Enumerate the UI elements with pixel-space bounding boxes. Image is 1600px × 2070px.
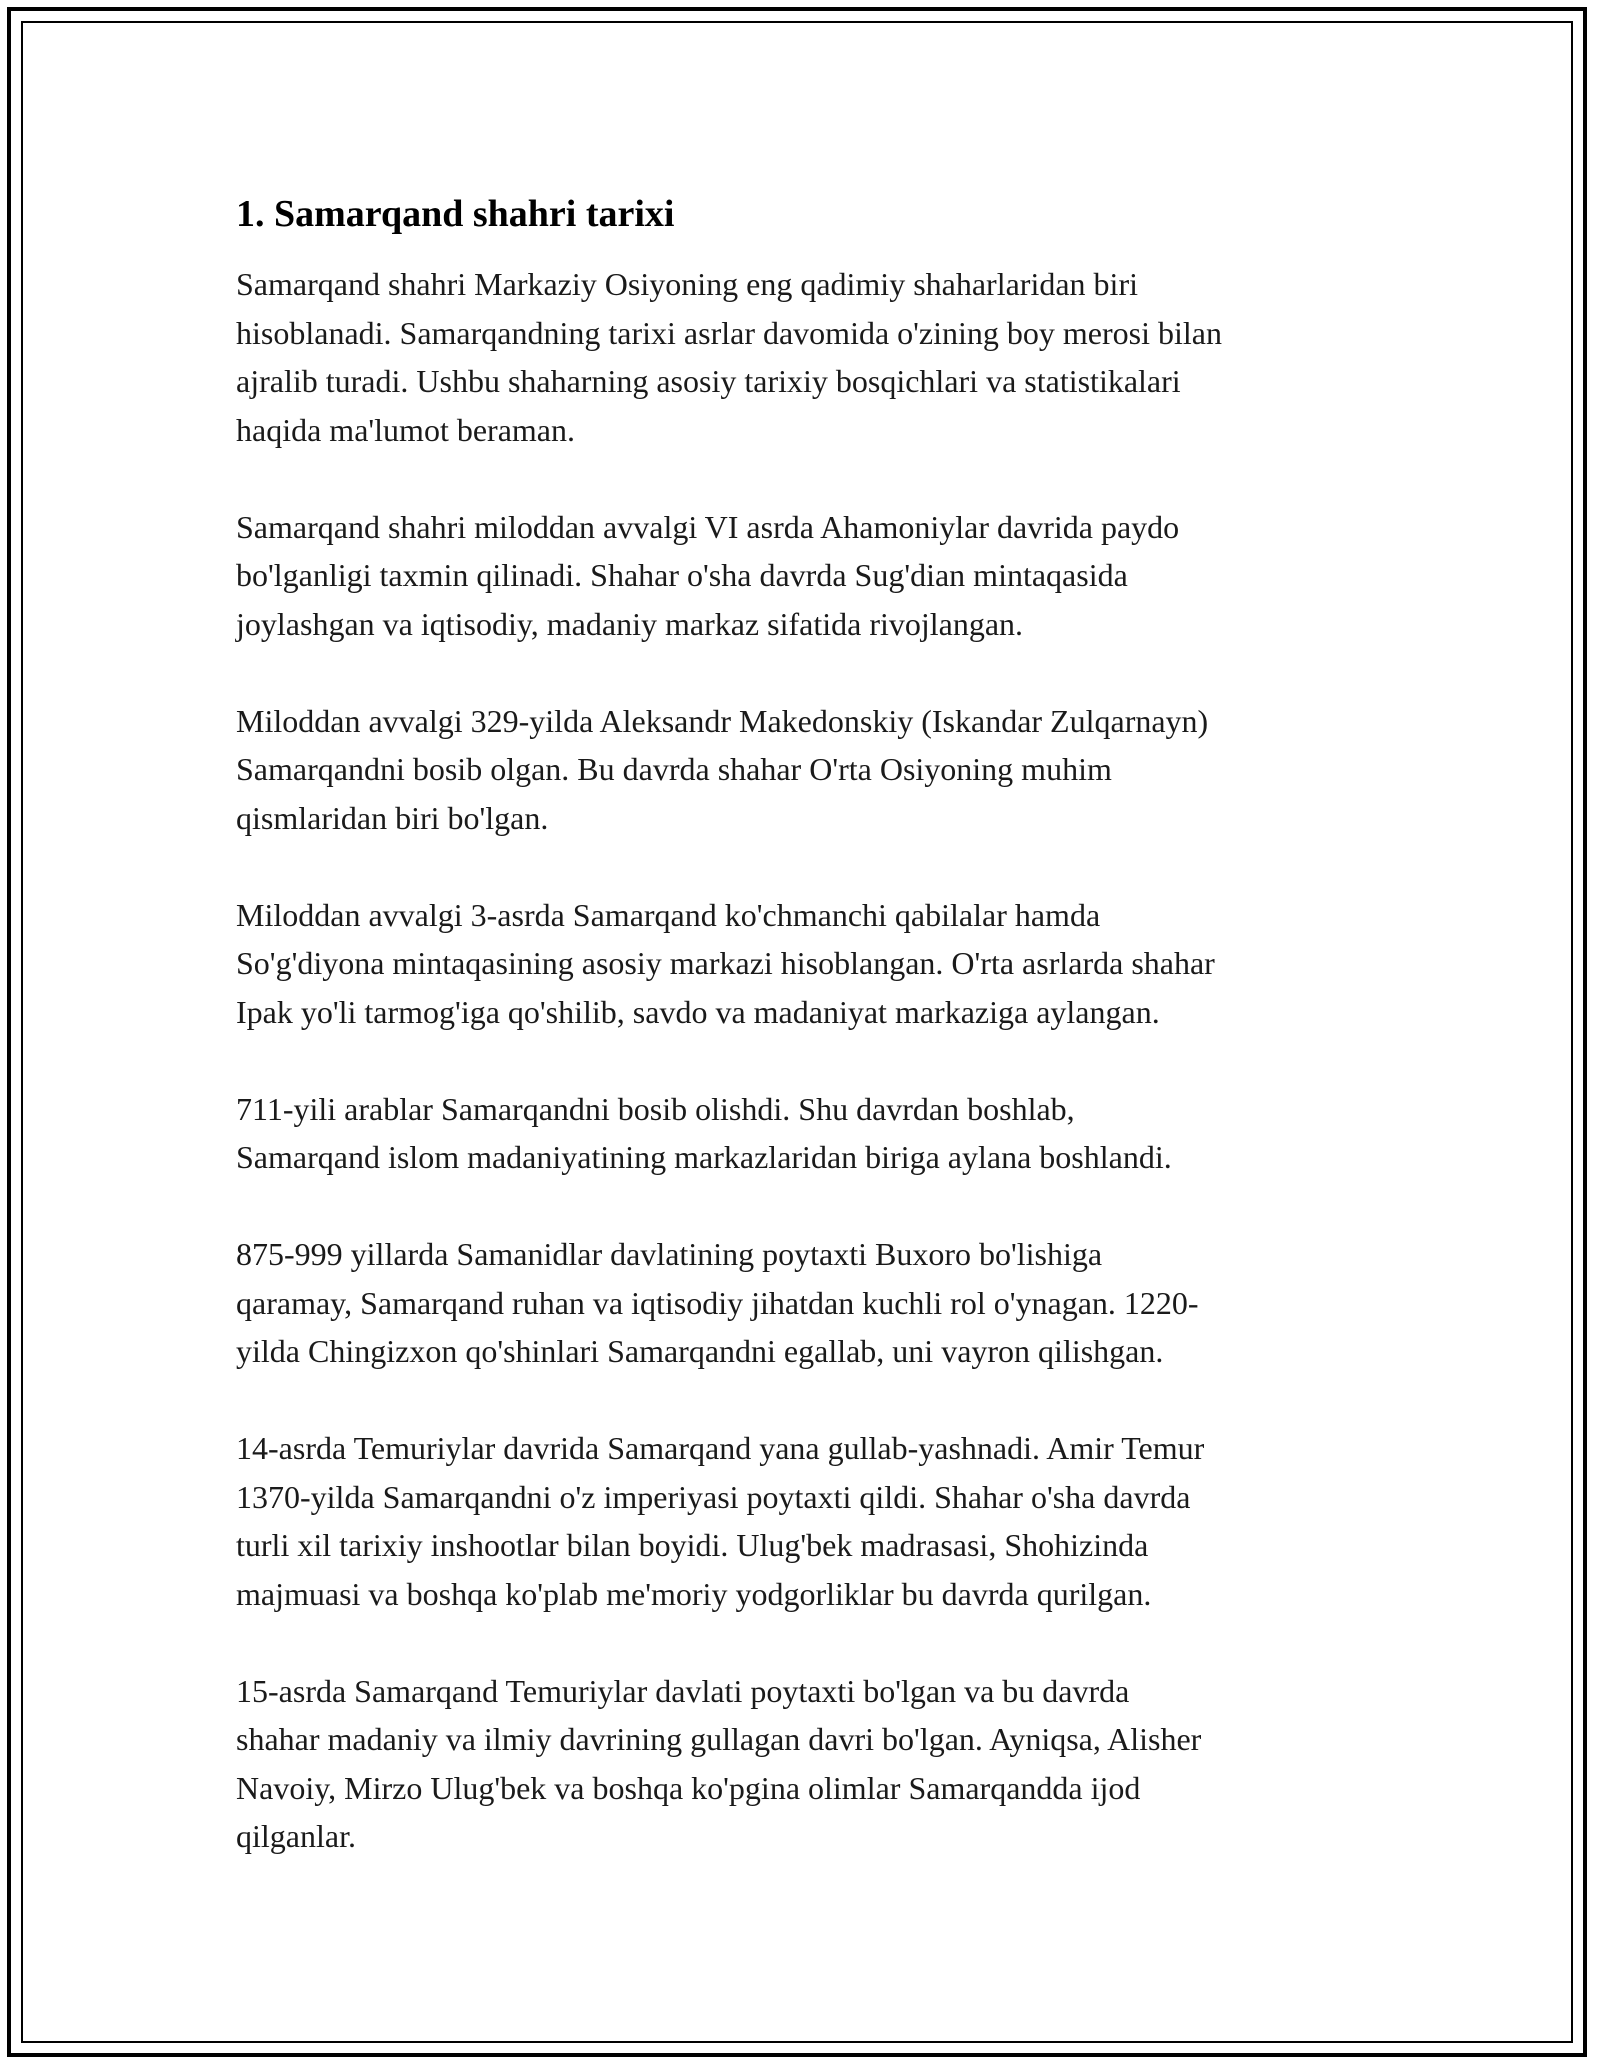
- paragraph-line: 15-asrda Samarqand Temuriylar davlati poytaxti bo'lgan va bu davrda: [236, 1672, 1130, 1709]
- paragraph-line: 711-yili arablar Samarqandni bosib olishdi. Shu davrdan boshlab,: [236, 1090, 1075, 1127]
- paragraph-line: hisoblanadi. Samarqandning tarixi asrlar davomida o'zining boy merosi bilan: [236, 314, 1222, 351]
- paragraph-line: bo'lganligi taxmin qilinadi. Shahar o'sha davrda Sug'dian mintaqasida: [236, 557, 1128, 593]
- paragraph-line: Samarqand shahri Markaziy Osiyoning eng qadimiy shaharlaridan biri: [236, 266, 1138, 302]
- paragraph-line: qilganlar.: [236, 1818, 356, 1854]
- paragraph: [236, 503, 1366, 649]
- paragraph: [236, 260, 1366, 454]
- paragraph-line: Miloddan avvalgi 3-asrda Samarqand ko'chmanchi qabilalar hamda: [236, 896, 1101, 933]
- paragraph-line: joylashgan va iqtisodiy, madaniy markaz sifatida rivojlangan.: [236, 605, 1024, 642]
- paragraph-line: 875-999 yillarda Samanidlar davlatining poytaxti Buxoro bo'lishiga: [236, 1236, 1103, 1272]
- paragraph-line: 14-asrda Temuriylar davrida Samarqand yana gullab-yashnadi. Amir Temur: [236, 1430, 1205, 1466]
- paragraph-line: Samarqand shahri miloddan avvalgi VI asrda Ahamoniylar davrida paydo: [236, 508, 1180, 545]
- paragraph: [236, 1667, 1366, 1861]
- paragraph-line: Samarqandni bosib olgan. Bu davrda shahar O'rta Osiyoning muhim: [236, 751, 1112, 787]
- paragraph: [236, 697, 1366, 843]
- paragraph: [236, 1085, 1366, 1182]
- paragraph-line: Samarqand islom madaniyatining markazlaridan biriga aylana boshlandi.: [236, 1139, 1172, 1175]
- paragraph-line: ajralib turadi. Ushbu shaharning asosiy tarixiy bosqichlari va statistikalari: [236, 363, 1181, 399]
- paragraph-line: Ipak yo'li tarmog'iga qo'shilib, savdo va madaniyat markaziga aylangan.: [236, 993, 1160, 1030]
- paragraph-line: Navoiy, Mirzo Ulug'bek va boshqa ko'pgina olimlar Samarqandda ijod: [236, 1769, 1141, 1806]
- paragraph-list: [236, 260, 1366, 1861]
- paragraph-line: majmuasi va boshqa ko'plab me'moriy yodgorliklar bu davrda qurilgan.: [236, 1575, 1152, 1612]
- paragraph-line: yilda Chingizxon qo'shinlari Samarqandni egallab, uni vayron qilishgan.: [236, 1333, 1164, 1369]
- paragraph-line: qismlaridan biri bo'lgan.: [236, 799, 549, 836]
- paragraph-line: haqida ma'lumot beraman.: [236, 411, 575, 448]
- paragraph-line: So'g'diyona mintaqasining asosiy markazi hisoblangan. O'rta asrlarda shahar: [236, 945, 1215, 981]
- paragraph-line: qaramay, Samarqand ruhan va iqtisodiy jihatdan kuchli rol o'ynagan. 1220-: [236, 1284, 1199, 1321]
- paragraph-line: 1370-yilda Samarqandni o'z imperiyasi poytaxti qildi. Shahar o'sha davrda: [236, 1478, 1191, 1515]
- paragraph-line: shahar madaniy va ilmiy davrining gullagan davri bo'lgan. Ayniqsa, Alisher: [236, 1721, 1202, 1757]
- paragraph-line: turli xil tarixiy inshootlar bilan boyidi. Ulug'bek madrasasi, Shohizinda: [236, 1527, 1149, 1563]
- paragraph: [236, 1424, 1366, 1618]
- document-body: [236, 190, 1366, 1909]
- paragraph: [236, 891, 1366, 1037]
- document-title: 1. Samarqand shahri tarixi: [236, 193, 675, 235]
- paragraph: [236, 1230, 1366, 1376]
- paragraph-line: Miloddan avvalgi 329-yilda Aleksandr Makedonskiy (Iskandar Zulqarnayn): [236, 702, 1209, 739]
